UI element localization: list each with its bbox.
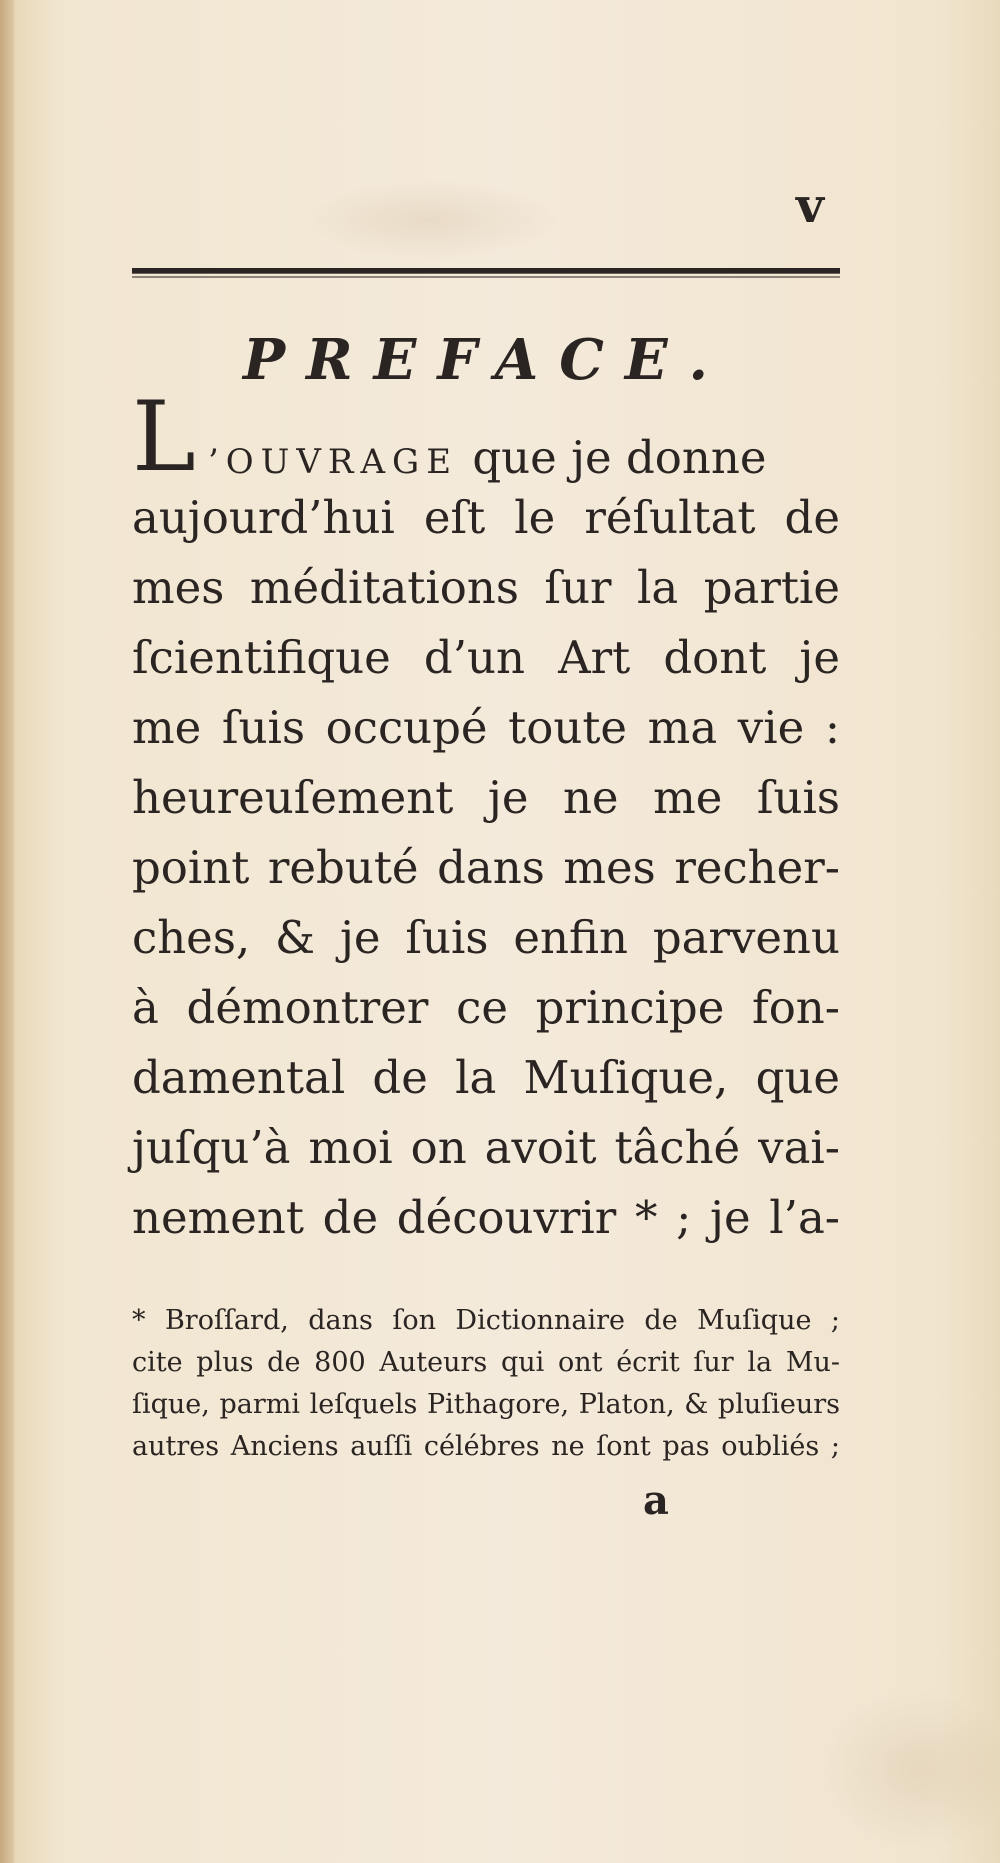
body-line: nement de découvrir * ; je l’a- [132, 1191, 840, 1244]
paper-stain [820, 1690, 1000, 1850]
footnote-line: ſique, parmi leſquels Pithagore, Platon, & pluſieurs [132, 1389, 840, 1420]
footnote-line: * Broſſard, dans ſon Dictionnaire de Muſique ; [132, 1305, 840, 1336]
footnote-line: autres Anciens auſſi célébres ne ſont pas oubliés ; [132, 1431, 840, 1462]
signature-mark: a [643, 1477, 669, 1524]
opening-line [208, 428, 840, 492]
body-line: me ſuis occupé toute ma vie : [132, 701, 840, 754]
footnote [132, 1300, 840, 1468]
header-rule [132, 268, 840, 274]
body-line: juſqu’à moi on avoit tâché vai- [132, 1121, 840, 1174]
body-line: point rebuté dans mes recher- [132, 841, 840, 894]
opening-rest: que je donne [472, 431, 767, 484]
page-title: PREFACE. [242, 327, 729, 393]
body-line: ches, & je ſuis enfin parvenu [132, 911, 840, 964]
body-line: à démontrer ce principe fon- [132, 981, 840, 1034]
body-line: ſcientifique d’un Art dont je [132, 631, 840, 684]
body-line: damental de la Muſique, que [132, 1051, 840, 1104]
body-line: aujourd’hui eſt le réſultat de [132, 491, 840, 544]
opening-smallcaps: ’OUVRAGE [208, 442, 459, 482]
body-line: mes méditations ſur la partie [132, 561, 840, 614]
page-number: v [796, 178, 824, 234]
footnote-line: cite plus de 800 Auteurs qui ont écrit ſur la Mu- [132, 1347, 840, 1378]
body-line: heureuſement je ne me ſuis [132, 771, 840, 824]
paper-stain [300, 180, 560, 260]
drop-cap: L [132, 381, 196, 493]
